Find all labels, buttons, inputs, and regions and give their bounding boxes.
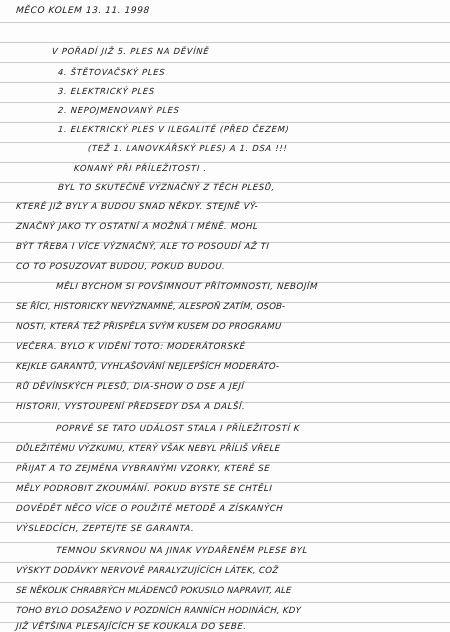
paragraph-line: RŮ DĚVÍNSKÝCH PLESŮ, DIA-SHOW O DSE A JEJÍ [15, 382, 245, 392]
paragraph-line: DŮLEŽITÉMU VÝZKUMU, KTERÝ VŠAK NEBYL PŘÍLIŠ VŘELE [15, 444, 281, 454]
paragraph-line: POPRVÉ SE TATO UDÁLOST STALA I PŘÍLEŽITOSTÍ K [55, 424, 301, 434]
paragraph-line: VÝSLEDCÍCH, ZEPTEJTE SE GARANTA. [15, 524, 195, 534]
list-item: V POŘADÍ JIŽ 5. PLES NA DĚVÍNĚ [51, 46, 210, 56]
paragraph-line: CO TO POSUZOVAT BUDOU, POKUD BUDOU. [15, 262, 226, 272]
paragraph-line: VEČERA. BYLO K VIDĚNÍ TOTO: MODERÁTORSKÉ [15, 342, 246, 352]
list-item: 4. ŠTĚTOVAČSKÝ PLES [57, 67, 166, 77]
paragraph-line: JIŽ VĚTŠINA PLESAJÍCÍCH SE KOUKALA DO SEBE. [15, 622, 247, 632]
list-item: 1. ELEKTRICKÝ PLES V ILEGALITĚ (PŘED ČEZEM) [57, 124, 290, 134]
list-item: KONANÝ PŘI PŘÍLEŽITOSTI . [73, 163, 208, 173]
paragraph-line: MĚLI BYCHOM SI POVŠIMNOUT PŘÍTOMNOSTI, NEBOJÍM [55, 282, 319, 292]
list-item: (TEŽ 1. LANOVKÁŘSKÝ PLES) A 1. DSA !!! [87, 143, 288, 153]
page-header: MĚCO KOLEM 13. 11. 1998 [15, 6, 151, 16]
paragraph-line: PŘIJAT A TO ZEJMÉNA VYBRANÝMI VZORKY, KTERÉ SE [15, 464, 271, 474]
paragraph-line: NOSTI, KTERÁ TEŽ PŘISPĚLA SVÝM KUSEM DO PROGRAMU [15, 322, 282, 332]
paragraph-line: ZNAČNÝ JAKO TY OSTATNÍ A MOŽNÁ I MÉNĚ. MOHL [15, 222, 259, 232]
list-item: 2. NEPOJMENOVANÝ PLES [57, 105, 181, 115]
paragraph-line: KTERÉ JIŽ BYLY A BUDOU SNAD NĚKDY. STEJNĚ VÝ- [15, 202, 259, 212]
paragraph-line: VÝSKYT DODÁVKY NERVOVĚ PARALYZUJÍCÍCH LÁTEK, COŽ [15, 566, 279, 576]
paragraph-line: DOVĚDĚT NĚCO VÍCE O POUŽITÉ METODĚ A ZÍSKANÝCH [15, 504, 284, 514]
paragraph-line: SE ŘÍCI, HISTORICKY NEVÝZNAMNÉ, ALESPOŇ ZATÍM, OSOB- [15, 302, 286, 312]
paragraph-line: SE NĚKOLIK CHRABRÝCH MLÁDENCŮ POKUSILO NAPRAVIT, ALE [15, 586, 292, 596]
paragraph-line: BYL TO SKUTEČNĚ VÝZNAČNÝ Z TĚCH PLESŮ, [57, 183, 276, 193]
paragraph-line: HISTORII, VYSTOUPENÍ PŘEDSEDY DSA A DALŠÍ. [15, 402, 246, 412]
paragraph-line: KEJKLE GARANTŮ, VYHLAŠOVÁNÍ NEJLEPŠÍCH MODERÁTO- [15, 362, 280, 372]
paragraph-line: BÝT TŘEBA I VÍCE VÝZNAČNÝ, ALE TO POSOUDÍ AŽ TI [15, 242, 270, 252]
list-item: 3. ELEKTRICKÝ PLES [57, 86, 156, 96]
paragraph-line: TOHO BYLO DOSAŽENO V POZDNÍCH RANNÍCH HODINÁCH, KDY [15, 606, 302, 616]
paragraph-line: TEMNOU SKVRNOU NA JINAK VYDAŘENÉM PLESE BYL [55, 546, 309, 556]
paragraph-line: MĚLY PODROBIT ZKOUMÁNÍ. POKUD BYSTE SE CHTĚLI [15, 484, 273, 494]
